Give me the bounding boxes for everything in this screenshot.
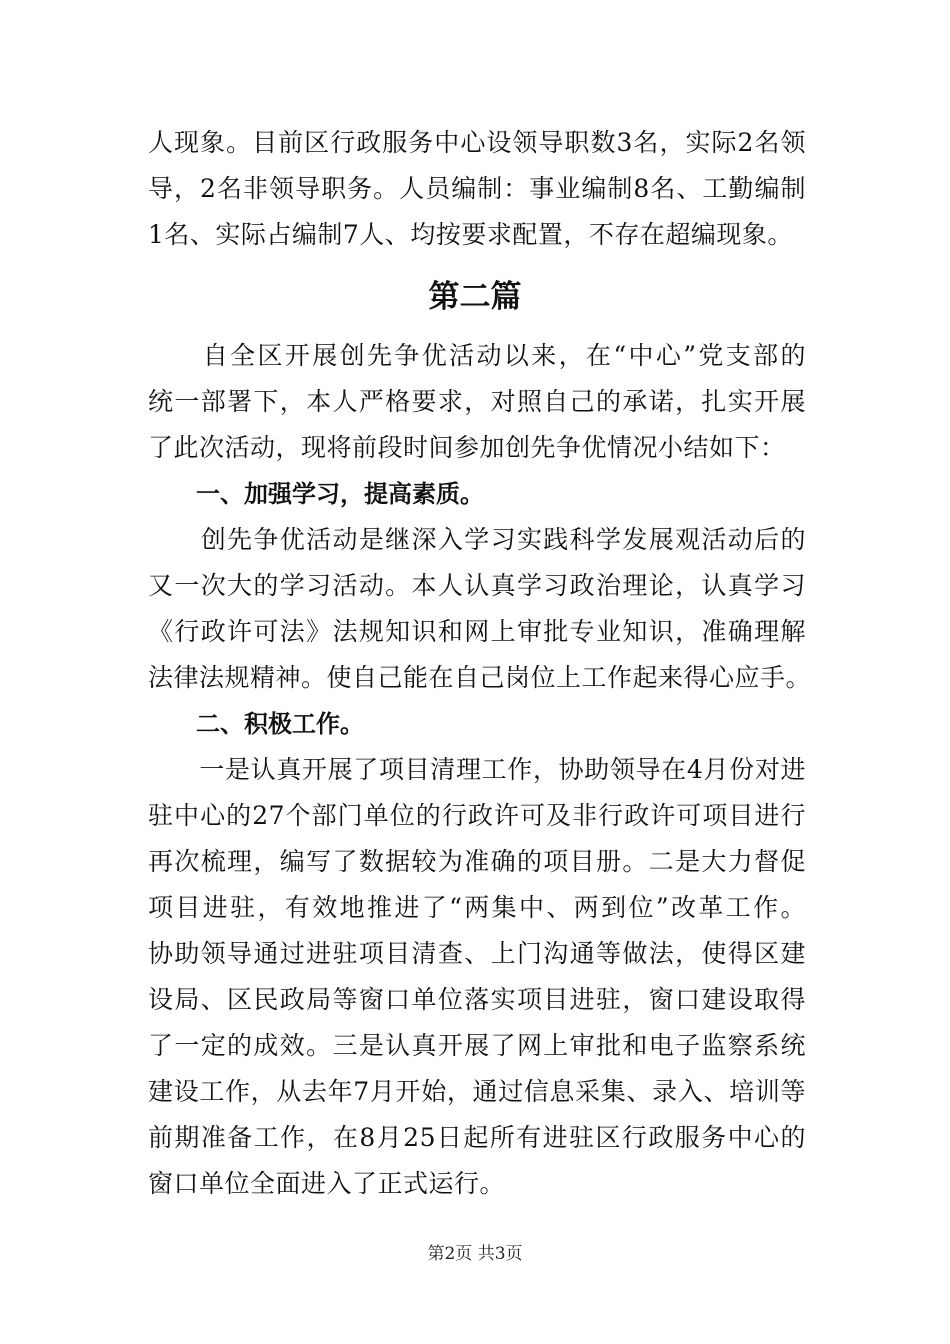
para1-line-2: 统一部署下，本人严格要求，对照自己的承诺，扎实开展 [148,387,806,416]
para3-line-5: 协助领导通过进驻项目清查、上门沟通等做法，使得区建 [148,939,806,968]
para1-line-1: 自全区开展创先争优活动以来，在“中心”党支部的 [148,341,806,370]
para3-line-7: 了一定的成效。三是认真开展了网上审批和电子监察系统 [148,1031,806,1060]
para3-line-4: 项目进驻，有效地推进了“两集中、两到位”改革工作。 [148,893,806,922]
para3-line-3: 再次梳理，编写了数据较为准确的项目册。二是大力督促 [148,847,806,876]
para3-line-6: 设局、区民政局等窗口单位落实项目进驻，窗口建设取得 [148,985,806,1014]
para3-line-10: 窗口单位全面进入了正式运行。 [148,1169,506,1198]
para2-line-2: 又一次大的学习活动。本人认真学习政治理论，认真学习 [148,571,806,600]
para2-line-4: 法律法规精神。使自己能在自己岗位上工作起来得心应手。 [148,663,812,692]
para3-line-8: 建设工作，从去年7月开始，通过信息采集、录入、培训等 [148,1077,806,1106]
page-footer: 第2页 共3页 [427,1244,523,1264]
heading-study: 一、加强学习，提高素质。 [196,480,484,508]
intro-line-1: 人现象。目前区行政服务中心设领导职数3名，实际2名领 [148,128,806,157]
para3-line-9: 前期准备工作，在8月25日起所有进驻区行政服务中心的 [148,1123,806,1152]
para2-line-1: 创先争优活动是继深入学习实践科学发展观活动后的 [148,525,806,554]
para2-line-3: 《行政许可法》法规知识和网上审批专业知识，准确理解 [148,617,806,646]
para3-line-1: 一是认真开展了项目清理工作，协助领导在4月份对进 [148,755,806,784]
intro-line-3: 1名、实际占编制7人、均按要求配置，不存在超编现象。 [148,220,793,249]
para3-line-2: 驻中心的27个部门单位的行政许可及非行政许可项目进行 [148,801,806,830]
para1-line-3: 了此次活动，现将前段时间参加创先争优情况小结如下： [148,433,786,462]
heading-work: 二、积极工作。 [196,710,364,738]
section-title: 第二篇 [428,279,522,315]
intro-line-2: 导，2名非领导职务。人员编制：事业编制8名、工勤编制 [148,174,806,203]
